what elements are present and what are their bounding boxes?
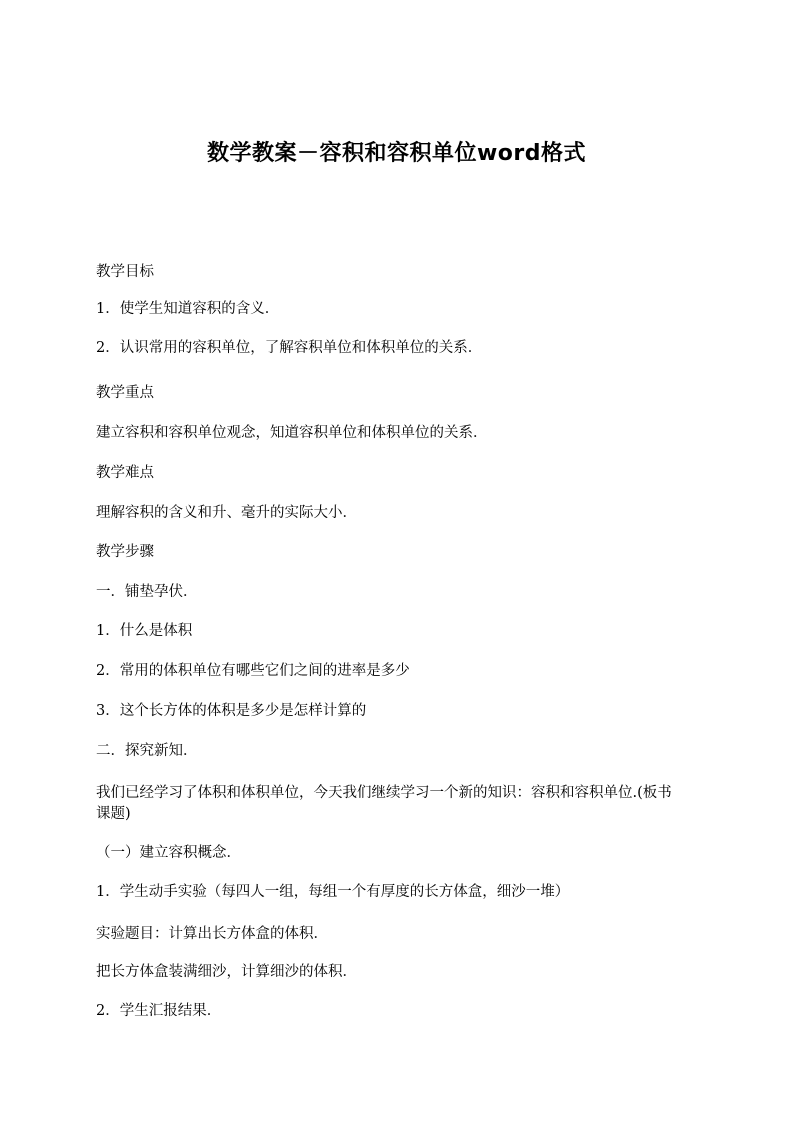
experiment-topic: 实验题目：计算出长方体盒的体积． (96, 926, 328, 942)
step-1-item-1: 1．什么是体积 (96, 623, 193, 639)
heading-teaching-focus: 教学重点 (96, 385, 154, 401)
step-1-item-3: 3．这个长方体的体积是多少是怎样计算的 (96, 703, 367, 719)
experiment-step: 把长方体盒装满细沙，计算细沙的体积． (96, 964, 357, 980)
step-1-item-2: 2．常用的体积单位有哪些它们之间的进率是多少 (96, 663, 410, 679)
experiment-item-1: 1．学生动手实验（每四人一组，每组一个有厚度的长方体盒，细沙一堆） (96, 884, 570, 900)
intro-paragraph: 我们已经学习了体积和体积单位，今天我们继续学习一个新的知识：容积和容积单位.(板书课题) (96, 785, 672, 822)
difficulty-text: 理解容积的含义和升、毫升的实际大小． (96, 505, 357, 521)
goal-item-1: 1．使学生知道容积的含义． (96, 301, 280, 317)
goal-item-2: 2．认识常用的容积单位，了解容积单位和体积单位的关系． (96, 340, 483, 356)
focus-text: 建立容积和容积单位观念，知道容积单位和体积单位的关系． (96, 425, 488, 441)
heading-teaching-difficulty: 教学难点 (96, 465, 154, 481)
document-title: 数学教案－容积和容积单位word格式 (206, 141, 587, 166)
experiment-item-2: 2．学生汇报结果． (96, 1003, 222, 1019)
heading-teaching-steps: 教学步骤 (96, 544, 154, 560)
heading-teaching-goals: 教学目标 (96, 264, 154, 280)
subsection-1: （一）建立容积概念． (96, 845, 241, 861)
step-section-1: 一．铺垫孕伏． (96, 584, 198, 600)
step-section-2: 二．探究新知． (96, 743, 198, 759)
